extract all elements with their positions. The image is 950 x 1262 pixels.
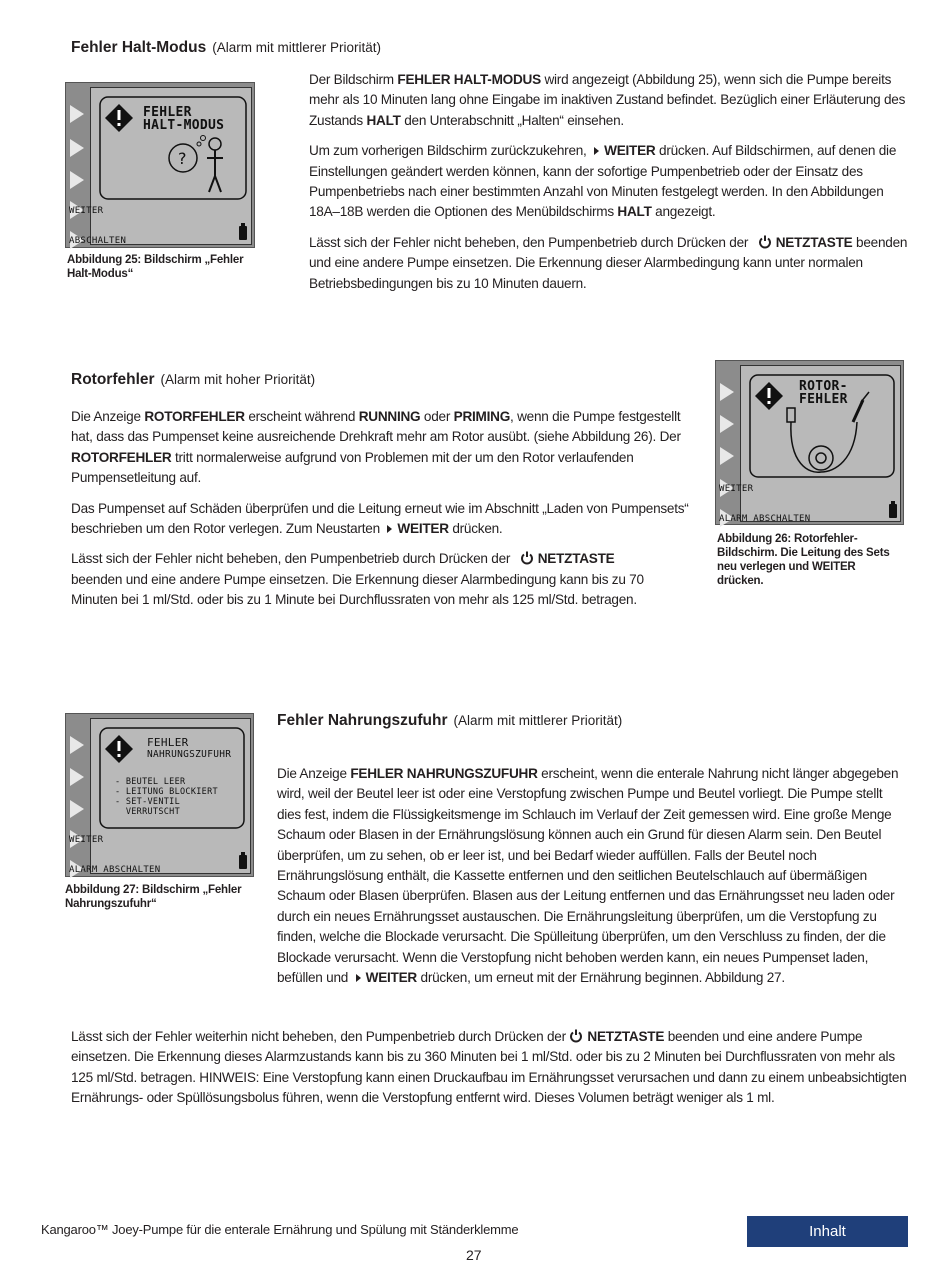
rotor-error-screen-figure xyxy=(715,360,904,525)
feed-body-text xyxy=(277,764,909,998)
softkey-alarm-off: ALARM ABSCHALTEN xyxy=(719,514,811,524)
battery-icon xyxy=(889,504,897,518)
softkey-continue: WEITER xyxy=(719,484,754,494)
lcd-screen xyxy=(719,365,901,524)
figure-caption: Abbildung 26: Rotorfehler-Bildschirm. Die Leitung des Sets neu verlegen und WEITER drücken. xyxy=(717,533,890,587)
svg-text:?: ? xyxy=(178,149,187,168)
figure-caption: Abbildung 27: Bildschirm „Fehler Nahrungszufuhr“ xyxy=(65,884,242,910)
lcd-screen xyxy=(69,718,251,875)
softkey-tabs xyxy=(66,83,88,247)
paragraph: Die Anzeige FEHLER NAHRUNGSZUFUHR erscheint, wenn die enterale Nahrung nicht länger abgegeben wird, weil der Beutel leer ist oder eine Verstopfung zwischen Pumpe und Beutel vorliegt. Die Pumpe stellt dies fest, indem die Flüssigkeitsmenge im Schlauch im Verlauf der Zeit gemessen wird. Eine große Menge Schaum oder Blasen in der Ernährungslösung können auch ein Grund für diesen Alarm sein. Den Beutel überprüfen, um zu sehen, ob er leer ist, und bei Bedarf wieder auffüllen. Falls der Beutel noch Ernährungslösung enthält, die Kassette entfernen und den seitlichen Beutelschlauch auf übermäßigen Schaum oder Blasen überprüfen. Blasen aus der Leitung entfernen und das Ernährungsset neu laden oder durch ein neues Ernährungsset austauschen. Die Ernährungsleitung überprüfen, um die Verstopfung zu finden, welche die Blockade verursacht. Die Spülleitung überprüfen, um den Verschluss zu finden, der die Blockade verursacht. Wenn die Verstopfung nicht behoben werden kann, ein neues Pumpenset laden, befüllen und WEITER drücken, um erneut mit der Ernährung beginnen. Abbildung 27. xyxy=(277,766,899,986)
table-of-contents-button[interactable]: Inhalt xyxy=(747,1216,908,1247)
battery-icon xyxy=(239,226,247,240)
arrow-right-icon xyxy=(387,525,392,533)
screen-heading: ROTOR- FEHLER xyxy=(799,379,848,407)
section-title-feed xyxy=(277,711,622,731)
arrow-right-icon xyxy=(356,974,361,982)
section-heading: Fehler Halt-Modus xyxy=(71,39,207,56)
halt-mode-screen-figure xyxy=(65,82,255,248)
battery-icon xyxy=(239,855,247,869)
section-title-halt xyxy=(71,38,381,58)
rotor-body-text xyxy=(71,407,691,621)
softkey-continue: WEITER xyxy=(69,835,104,845)
power-icon xyxy=(520,551,534,565)
power-icon xyxy=(569,1029,583,1043)
paragraph: Lässt sich der Fehler nicht beheben, den Pumpenbetrieb durch Drücken der NETZTASTE beenden und eine andere Pumpe einsetzen. Die Erkennung dieser Alarmbedingung kann unter normalen Betriebsbedingungen bis zu 10 Minuten dauern. xyxy=(309,234,908,291)
screen-heading: FEHLER NAHRUNGSZUFUHR xyxy=(147,736,232,760)
softkey-shutdown: ABSCHALTEN xyxy=(69,236,127,246)
priority-label: (Alarm mit mittlerer Priorität) xyxy=(453,713,623,728)
paragraph: Das Pumpenset auf Schäden überprüfen und die Leitung erneut wie im Abschnitt „Laden von Pumpensets“ beschrieben um den Rotor verlegen. Zum Neustarten WEITER drücken. xyxy=(71,500,689,537)
section-heading: Fehler Nahrungszufuhr xyxy=(277,712,448,729)
footer-product-name: Kangaroo™ Joey-Pumpe für die enterale Ernährung und Spülung mit Ständerklemme xyxy=(41,1222,519,1237)
halt-body-text xyxy=(309,70,909,304)
screen-heading: FEHLER HALT-MODUS xyxy=(143,105,225,133)
softkey-continue: WEITER xyxy=(69,206,104,216)
page-number: 27 xyxy=(466,1247,482,1262)
softkey-alarm-off: ALARM ABSCHALTEN xyxy=(69,865,161,875)
paragraph: Lässt sich der Fehler weiterhin nicht beheben, den Pumpenbetrieb durch Drücken der NETZTASTE beenden und eine andere Pumpe einsetzen. Die Erkennung dieses Alarmzustands kann bis zu 360 Minuten bei 1 ml/Std. oder bis zu 2 Minuten bei Durchflussraten von mehr als 125 ml/Std. betragen. HINWEIS: Eine Verstopfung kann einen Druckaufbau im Ernährungsset verursachen und dann zu einem unbeabsichtigten Ernährungs- oder Spüllösungsbolus führen, wenn die Verstopfung entfernt wird. Dieses Volumen beträgt weniger als 1 ml. xyxy=(71,1029,907,1106)
paragraph: Der Bildschirm FEHLER HALT-MODUS wird angezeigt (Abbildung 25), wenn sich die Pumpe bereits mehr als 10 Minuten lang ohne Eingabe im inaktiven Zustand befindet. Bezüglich einer Erläuterung des Zustands HALT den Unterabschnitt „Halten“ einsehen. xyxy=(309,72,906,128)
feed-error-screen-figure xyxy=(65,713,254,877)
paragraph: Lässt sich der Fehler nicht beheben, den Pumpenbetrieb durch Drücken der NETZTASTE beenden und eine andere Pumpe einsetzen. Die Erkennung dieser Alarmbedingung kann bis zu 70 Minuten bei 1 ml/Std. oder bis zu 1 Minute bei Durchflussraten von mehr als 125 ml/Std. betragen. xyxy=(71,551,644,608)
paragraph: Um zum vorherigen Bildschirm zurückzukehren, WEITER drücken. Auf Bildschirmen, auf denen die Einstellungen geändert werden können, kann der sofortige Pumpenbetrieb oder der Einsatz des Pumpenbetriebs nach einer bestimmten Anzahl von Minuten festgelegt werden. In den Abbildungen 18A–18B werden die Optionen des Menübildschirms HALT angezeigt. xyxy=(309,143,897,220)
softkey-tabs xyxy=(66,714,88,876)
power-icon xyxy=(758,235,772,249)
lcd-screen xyxy=(69,87,252,246)
screen-cause-list: - BEUTEL LEER - LEITUNG BLOCKIERT - SET-VENTIL VERRUTSCHT xyxy=(115,777,218,817)
priority-label: (Alarm mit hoher Priorität) xyxy=(160,372,316,387)
softkey-tabs xyxy=(716,361,738,524)
priority-label: (Alarm mit mittlerer Priorität) xyxy=(212,40,381,55)
figure-caption: Abbildung 25: Bildschirm „Fehler Halt-Modus“ xyxy=(67,254,244,280)
paragraph: Die Anzeige ROTORFEHLER erscheint während RUNNING oder PRIMING, wenn die Pumpe festgestellt hat, dass das Pumpenset keine ausreichende Drehkraft mehr am Rotor ausübt. (siehe Abbildung 26). Der ROTORFEHLER tritt normalerweise aufgrund von Problemen mit der um den Rotor verlaufenden Pumpensetleitung auf. xyxy=(71,409,681,486)
section-heading: Rotorfehler xyxy=(71,371,155,388)
feed-body-text-continued xyxy=(71,1027,911,1119)
section-title-rotor xyxy=(71,370,315,390)
arrow-right-icon xyxy=(594,147,599,155)
